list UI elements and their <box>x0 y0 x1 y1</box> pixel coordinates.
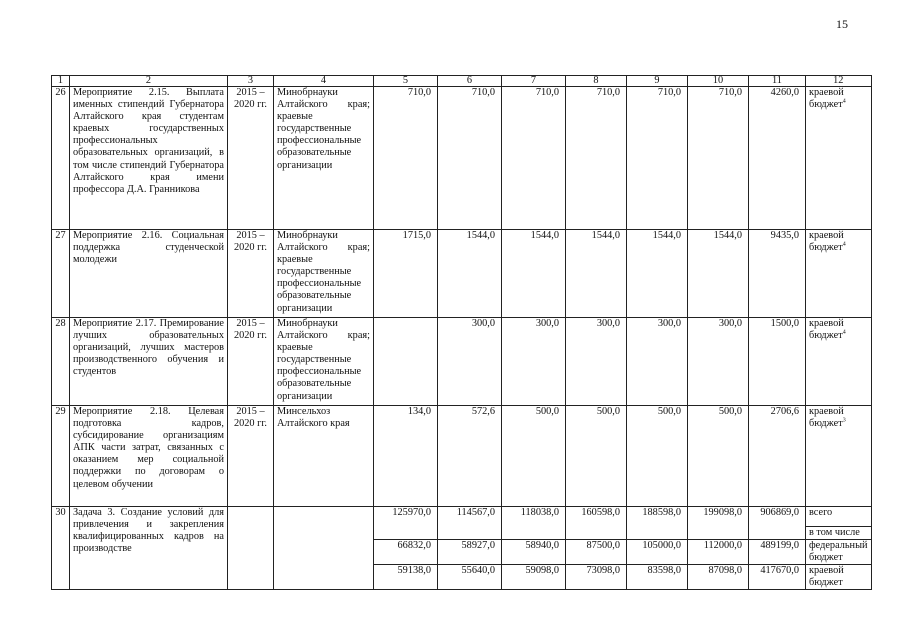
executor: Минсельхоз Алтайского края <box>274 406 374 507</box>
value-cell <box>374 527 438 540</box>
value-cell: 710,0 <box>688 87 749 230</box>
funding-source <box>806 318 872 406</box>
page-number: 15 <box>836 17 848 31</box>
value-cell: 1544,0 <box>627 230 688 318</box>
row-number: 27 <box>52 230 70 318</box>
column-number-10: 10 <box>688 76 749 87</box>
value-cell: 105000,0 <box>627 540 688 565</box>
value-cell: 300,0 <box>688 318 749 406</box>
footnote-mark: 4 <box>842 241 846 248</box>
column-number-11: 11 <box>749 76 806 87</box>
value-cell: 9435,0 <box>749 230 806 318</box>
value-cell: 58940,0 <box>502 540 566 565</box>
value-cell: 710,0 <box>627 87 688 230</box>
value-cell: 500,0 <box>566 406 627 507</box>
column-number-7: 7 <box>502 76 566 87</box>
footnote-mark: 4 <box>842 329 846 336</box>
value-cell: 112000,0 <box>688 540 749 565</box>
value-cell: 300,0 <box>502 318 566 406</box>
value-cell: 1544,0 <box>502 230 566 318</box>
column-number-6: 6 <box>438 76 502 87</box>
executor: Минобрнауки Алтайского края; краевые государственные профессиональные образовательные организации <box>274 87 374 230</box>
value-cell: 906869,0 <box>749 507 806 527</box>
value-cell: 1544,0 <box>566 230 627 318</box>
executor: Минобрнауки Алтайского края; краевые государственные профессиональные образовательные организации <box>274 318 374 406</box>
value-cell <box>749 527 806 540</box>
task-name: Задача 3. Создание условий для привлечения и закрепления квалифицированных кадров на производстве <box>70 507 228 590</box>
period: 2015 – 2020 гг. <box>228 230 274 318</box>
column-number-1: 1 <box>52 76 70 87</box>
value-cell <box>688 527 749 540</box>
activity-name: Мероприятие 2.18. Целевая подготовка кадров, субсидирование организациям АПК части затрат, связанных с оказанием мер социальной поддержки по договорам о целевом обучении <box>70 406 228 507</box>
value-cell: 710,0 <box>438 87 502 230</box>
column-number-3: 3 <box>228 76 274 87</box>
value-cell: 1500,0 <box>749 318 806 406</box>
value-cell: 199098,0 <box>688 507 749 527</box>
value-cell: 87098,0 <box>688 565 749 590</box>
column-number-row <box>52 76 872 87</box>
value-cell: 1544,0 <box>438 230 502 318</box>
value-cell: 710,0 <box>374 87 438 230</box>
value-cell: 417670,0 <box>749 565 806 590</box>
table-row <box>52 406 872 507</box>
funding-source-text: краевой бюджет <box>809 318 844 342</box>
value-cell: 300,0 <box>627 318 688 406</box>
row-number: 26 <box>52 87 70 230</box>
value-cell <box>374 318 438 406</box>
row-number: 30 <box>52 507 70 590</box>
value-cell: 59138,0 <box>374 565 438 590</box>
value-cell: 1715,0 <box>374 230 438 318</box>
funding-source <box>806 406 872 507</box>
value-cell: 58927,0 <box>438 540 502 565</box>
funding-source-text: краевой бюджет <box>809 230 844 254</box>
period: 2015 – 2020 гг. <box>228 87 274 230</box>
value-cell: 59098,0 <box>502 565 566 590</box>
column-number-12: 12 <box>806 76 872 87</box>
value-cell: 55640,0 <box>438 565 502 590</box>
value-cell: 87500,0 <box>566 540 627 565</box>
value-cell: 572,6 <box>438 406 502 507</box>
funding-source: краевой бюджет <box>806 565 872 590</box>
value-cell: 500,0 <box>688 406 749 507</box>
activity-name: Мероприятие 2.15. Выплата именных стипендий Губернатора Алтайского края студентам краевых государственных профессиональных образовательных организаций, в том числе стипендий Губернатора Алтайского края имени профессора Д.А. Гранникова <box>70 87 228 230</box>
value-cell: 710,0 <box>566 87 627 230</box>
value-cell: 500,0 <box>627 406 688 507</box>
column-number-2: 2 <box>70 76 228 87</box>
value-cell: 489199,0 <box>749 540 806 565</box>
table-row <box>52 230 872 318</box>
table-row <box>52 507 872 527</box>
value-cell: 118038,0 <box>502 507 566 527</box>
funding-source: в том числе <box>806 527 872 540</box>
funding-source: всего <box>806 507 872 527</box>
value-cell: 4260,0 <box>749 87 806 230</box>
funding-source-text: краевой бюджет <box>809 87 844 111</box>
value-cell: 188598,0 <box>627 507 688 527</box>
value-cell: 2706,6 <box>749 406 806 507</box>
value-cell <box>438 527 502 540</box>
funding-source: федеральный бюджет <box>806 540 872 565</box>
column-number-9: 9 <box>627 76 688 87</box>
value-cell: 300,0 <box>566 318 627 406</box>
value-cell: 125970,0 <box>374 507 438 527</box>
executor <box>274 507 374 590</box>
value-cell: 73098,0 <box>566 565 627 590</box>
value-cell <box>502 527 566 540</box>
value-cell: 134,0 <box>374 406 438 507</box>
column-number-5: 5 <box>374 76 438 87</box>
value-cell <box>627 527 688 540</box>
column-number-8: 8 <box>566 76 627 87</box>
period: 2015 – 2020 гг. <box>228 406 274 507</box>
value-cell: 710,0 <box>502 87 566 230</box>
row-number: 29 <box>52 406 70 507</box>
funding-source <box>806 230 872 318</box>
program-table <box>51 75 872 590</box>
value-cell <box>566 527 627 540</box>
column-number-4: 4 <box>274 76 374 87</box>
footnote-mark: 4 <box>842 98 846 105</box>
value-cell: 1544,0 <box>688 230 749 318</box>
value-cell: 83598,0 <box>627 565 688 590</box>
activity-name: Мероприятие 2.17. Премирование лучших образовательных организаций, лучших мастеров производственного обучения и студентов <box>70 318 228 406</box>
footnote-mark: 3 <box>842 417 846 424</box>
period <box>228 507 274 590</box>
table-row <box>52 87 872 230</box>
value-cell: 114567,0 <box>438 507 502 527</box>
value-cell: 66832,0 <box>374 540 438 565</box>
value-cell: 300,0 <box>438 318 502 406</box>
period: 2015 – 2020 гг. <box>228 318 274 406</box>
value-cell: 160598,0 <box>566 507 627 527</box>
table-row <box>52 318 872 406</box>
funding-source-text: краевой бюджет <box>809 406 844 430</box>
activity-name: Мероприятие 2.16. Социальная поддержка студенческой молодежи <box>70 230 228 318</box>
funding-source <box>806 87 872 230</box>
value-cell: 500,0 <box>502 406 566 507</box>
row-number: 28 <box>52 318 70 406</box>
executor: Минобрнауки Алтайского края; краевые государственные профессиональные образовательные организации <box>274 230 374 318</box>
